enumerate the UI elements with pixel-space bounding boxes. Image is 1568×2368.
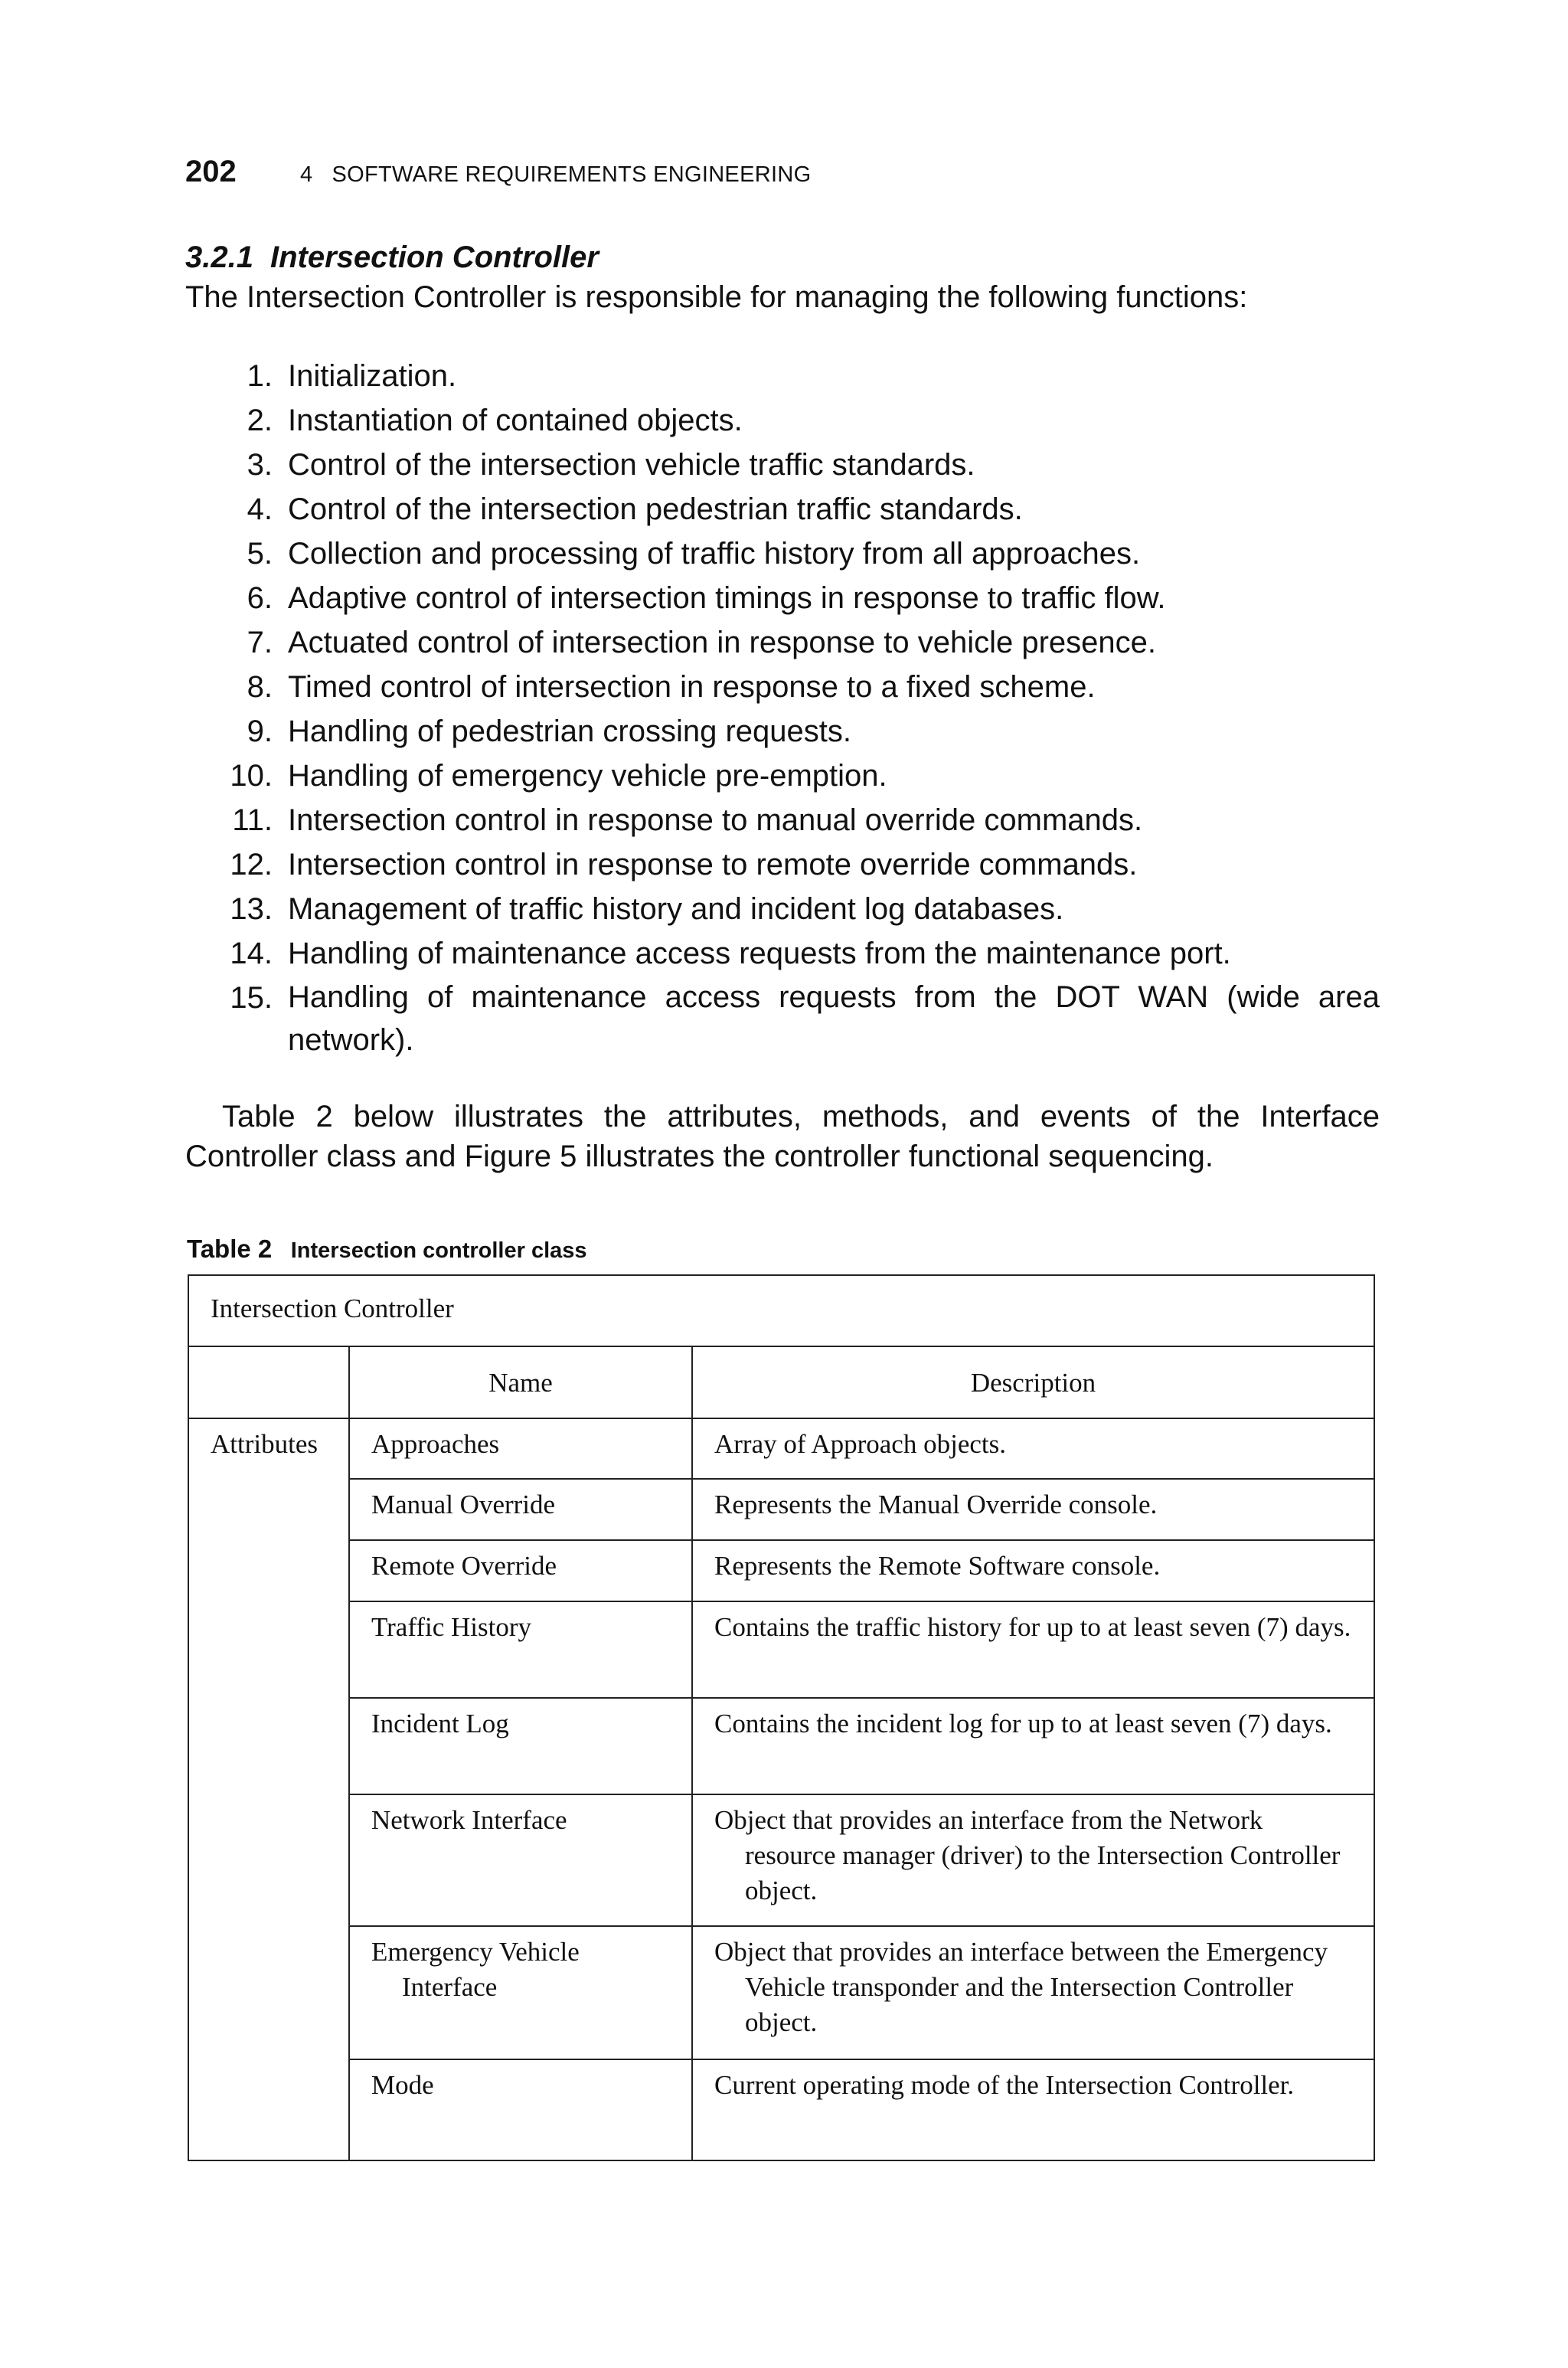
list-item	[185, 798, 1380, 842]
header-empty-cell	[188, 1346, 349, 1418]
table-row	[188, 1926, 1374, 2059]
list-item-text: Management of traffic history and incident log databases.	[288, 892, 1064, 926]
table-label: Table 2	[187, 1235, 273, 1263]
section-title: Intersection Controller	[270, 240, 599, 274]
list-item	[185, 620, 1380, 665]
list-item	[185, 842, 1380, 887]
list-item-text: Handling of pedestrian crossing requests.	[288, 715, 851, 748]
attribute-name: Incident Log	[371, 1709, 509, 1738]
column-header-description: Description	[692, 1346, 1374, 1418]
list-item-number: 13.	[230, 892, 273, 926]
list-item	[185, 709, 1380, 754]
section-heading	[185, 237, 1380, 277]
list-item	[185, 487, 1380, 531]
attribute-name: Approaches	[371, 1429, 500, 1459]
list-item-number: 8.	[247, 670, 273, 704]
section-intro: The Intersection Controller is responsible for managing the following functions:	[185, 280, 1248, 314]
table-row	[188, 1479, 1374, 1540]
function-list	[185, 354, 1380, 1061]
attribute-name: Traffic History	[371, 1612, 532, 1642]
table-row	[188, 1540, 1374, 1601]
table-caption	[187, 1235, 587, 1264]
list-item-text: Handling of maintenance access requests from the DOT WAN (wide area network).	[288, 980, 1380, 1057]
page-number: 202	[185, 155, 237, 188]
attribute-description: Contains the traffic history for up to at least seven (7) days.	[714, 1612, 1351, 1642]
attribute-description: Contains the incident log for up to at least seven (7) days.	[714, 1709, 1332, 1738]
list-item	[185, 976, 1380, 1061]
list-item-number: 5.	[247, 537, 273, 571]
table-row	[188, 2059, 1374, 2160]
list-item-text: Handling of maintenance access requests from the maintenance port.	[288, 937, 1231, 970]
attribute-description: Object that provides an interface from the Network resource manager (driver) to the Intersection Controller object.	[714, 1805, 1341, 1905]
list-item-number: 1.	[247, 359, 273, 393]
list-item	[185, 576, 1380, 620]
list-item-number: 10.	[230, 759, 273, 793]
running-head-title: 4 SOFTWARE REQUIREMENTS ENGINEERING	[300, 162, 812, 187]
list-item-number: 12.	[230, 848, 273, 881]
table-title: Intersection Controller	[188, 1275, 1374, 1346]
list-item-number: 14.	[230, 937, 273, 970]
table-header-row	[188, 1346, 1374, 1418]
attribute-name: Emergency Vehicle Interface	[371, 1937, 580, 2002]
list-item-text: Collection and processing of traffic history from all approaches.	[288, 537, 1141, 571]
list-item-text: Control of the intersection pedestrian traffic standards.	[288, 492, 1023, 526]
list-item	[185, 398, 1380, 443]
list-item-text: Control of the intersection vehicle traffic standards.	[288, 448, 975, 482]
list-item-number: 6.	[247, 581, 273, 615]
intersection-controller-table	[188, 1274, 1375, 2161]
list-item-text: Handling of emergency vehicle pre-emption.	[288, 759, 887, 793]
list-item	[185, 531, 1380, 576]
attribute-name: Network Interface	[371, 1805, 567, 1835]
list-item	[185, 354, 1380, 398]
table-row	[188, 1794, 1374, 1926]
body-paragraph: Table 2 below illustrates the attributes, methods, and events of the Interface Controller class and Figure 5 illustrates the controller functional sequencing.	[185, 1100, 1380, 1173]
list-item-number: 4.	[247, 492, 273, 526]
list-item-text: Instantiation of contained objects.	[288, 404, 743, 437]
attribute-description: Current operating mode of the Intersection Controller.	[714, 2070, 1295, 2100]
list-item-number: 15.	[230, 981, 273, 1015]
list-item	[185, 665, 1380, 709]
attribute-name: Manual Override	[371, 1490, 556, 1519]
section-intersection-controller	[185, 237, 1380, 1176]
table-row	[188, 1698, 1374, 1794]
attribute-description: Represents the Remote Software console.	[714, 1551, 1161, 1581]
list-item	[185, 754, 1380, 798]
list-item	[185, 931, 1380, 976]
section-number: 3.2.1	[185, 240, 253, 274]
list-item-text: Actuated control of intersection in response to vehicle presence.	[288, 626, 1156, 659]
list-item-text: Initialization.	[288, 359, 457, 393]
attributes-group-cell: Attributes	[188, 1418, 349, 2160]
attribute-name: Mode	[371, 2070, 434, 2100]
table-row	[188, 1418, 1374, 1479]
list-item	[185, 443, 1380, 487]
list-item-text: Intersection control in response to manual override commands.	[288, 803, 1143, 837]
list-item-number: 2.	[247, 404, 273, 437]
table-caption-title: Intersection controller class	[290, 1238, 587, 1263]
attribute-description: Represents the Manual Override console.	[714, 1490, 1158, 1519]
table-title-row	[188, 1275, 1374, 1346]
attribute-description: Array of Approach objects.	[714, 1429, 1006, 1459]
list-item-text: Adaptive control of intersection timings in response to traffic flow.	[288, 581, 1166, 615]
list-item-number: 9.	[247, 715, 273, 748]
list-item-number: 3.	[247, 448, 273, 482]
attribute-name: Remote Override	[371, 1551, 557, 1581]
list-item-text: Timed control of intersection in response to a fixed scheme.	[288, 670, 1096, 704]
list-item-text: Intersection control in response to remote override commands.	[288, 848, 1138, 881]
list-item	[185, 887, 1380, 931]
running-head	[185, 155, 812, 189]
list-item-number: 11.	[232, 803, 273, 837]
column-header-name: Name	[349, 1346, 692, 1418]
list-item-number: 7.	[247, 626, 273, 659]
attribute-description: Object that provides an interface between the Emergency Vehicle transponder and the Intersection Controller object.	[714, 1937, 1328, 2037]
table-row	[188, 1601, 1374, 1698]
